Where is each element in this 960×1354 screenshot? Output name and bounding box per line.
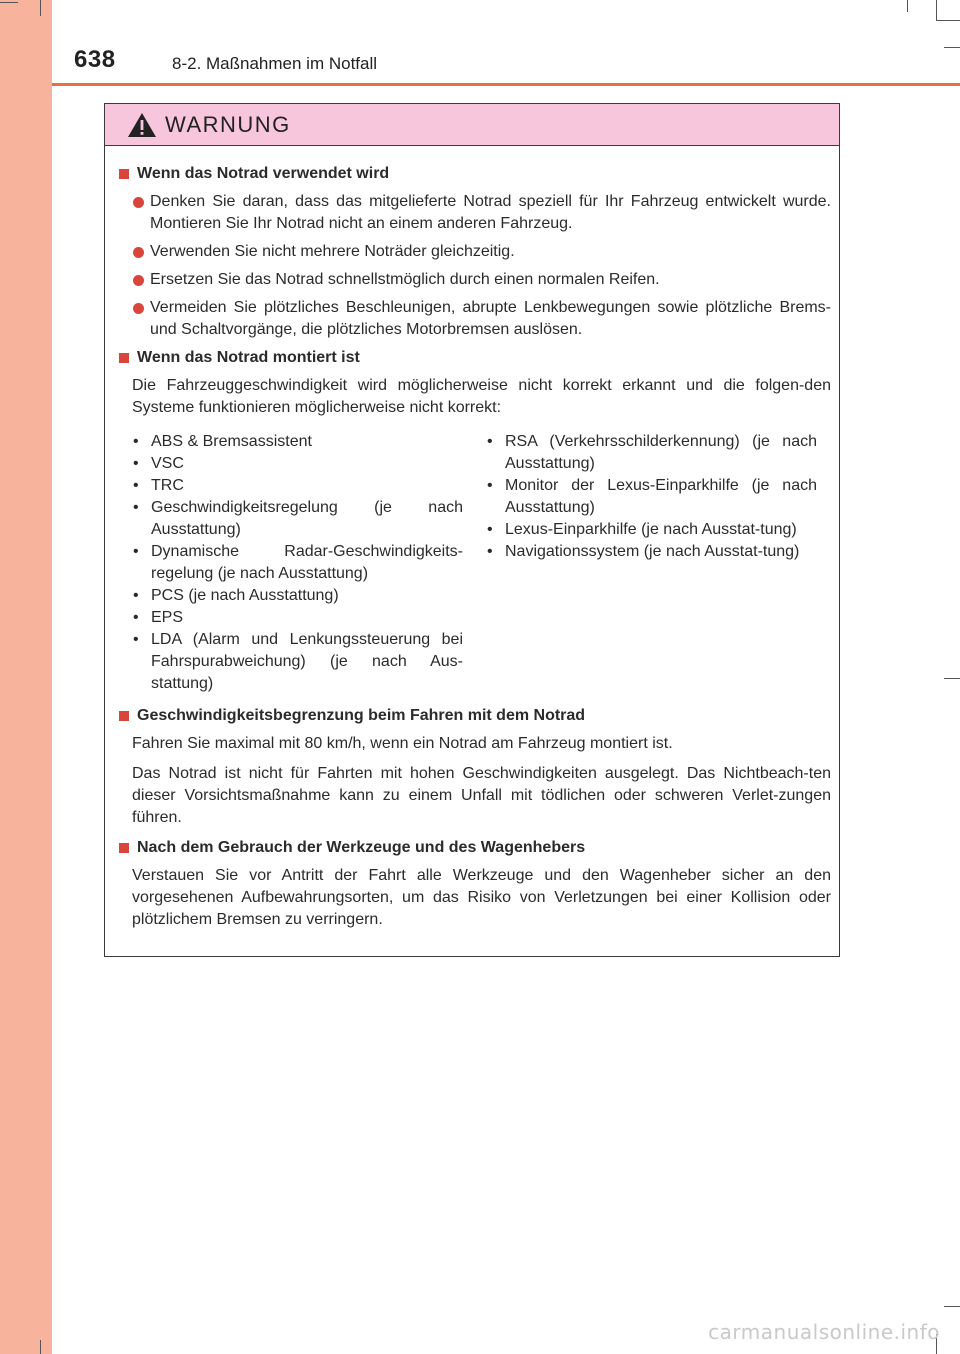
crop-mark [907, 0, 908, 12]
paragraph: Die Fahrzeuggeschwindigkeit wird möglicherweise nicht korrekt erkannt und die folgen-den Systeme funktionieren möglicherweise nicht korrekt: [132, 377, 831, 416]
round-bullet-icon [133, 247, 144, 258]
affected-systems-list [133, 431, 831, 695]
square-bullet-icon [119, 353, 129, 363]
crop-mark [40, 1340, 41, 1354]
paragraph: Fahren Sie maximal mit 80 km/h, wenn ein Notrad am Fahrzeug montiert ist. [132, 735, 673, 752]
square-bullet-icon [119, 711, 129, 721]
list-column-left [133, 431, 463, 695]
list-item: • Navigationssystem (je nach Ausstat-tung) [487, 543, 800, 560]
bullet-text: Verwenden Sie nicht mehrere Noträder gleichzeitig. [150, 243, 515, 260]
crop-mark [944, 678, 960, 679]
list-item: • RSA (Verkehrsschilderkennung) (je nach Ausstattung) [487, 433, 817, 472]
list-item: • EPS [133, 609, 184, 626]
paragraph: Verstauen Sie vor Antritt der Fahrt alle Werkzeuge und den Wagenheber sicher an den vorgesehenen Aufbewahrungsorten, um das Risiko von Verletzungen bei einer Kollision oder plötzlichem Bremsen zu verringern. [132, 867, 831, 928]
page-number: 638 [74, 46, 116, 73]
section-heading [119, 347, 831, 369]
list-item: • LDA (Alarm und Lenkungssteuerung bei Fahrspurabweichung) (je nach Aus-stattung) [133, 631, 463, 692]
section-title: 8-2. Maßnahmen im Notfall [172, 54, 378, 73]
bullet-text: Vermeiden Sie plötzliches Beschleunigen, abrupte Lenkbewegungen sowie plötzliche Brems- und Schaltvorgänge, die plötzliches Motorbremsen auslösen. [150, 299, 831, 338]
crop-mark [944, 1306, 960, 1307]
warning-triangle-icon [127, 112, 157, 138]
section-heading-text: Wenn das Notrad verwendet wird [137, 165, 390, 182]
list-item: • Monitor der Lexus-Einparkhilfe (je nach Ausstattung) [487, 477, 817, 516]
square-bullet-icon [119, 169, 129, 179]
bullet-text: Denken Sie daran, dass das mitgelieferte Notrad speziell für Ihr Fahrzeug entwickelt wurde. Montieren Sie Ihr Notrad nicht an einem anderen Fahrzeug. [150, 193, 831, 232]
header-rule [52, 83, 960, 86]
list-item: • Geschwindigkeitsregelung (je nach Ausstattung) [133, 499, 463, 538]
bullet-item [133, 241, 831, 263]
bullet-text: Ersetzen Sie das Notrad schnellstmöglich durch einen normalen Reifen. [150, 271, 660, 288]
bullet-item [133, 191, 831, 235]
warning-body [105, 146, 839, 931]
list-item: • VSC [133, 455, 184, 472]
square-bullet-icon [119, 843, 129, 853]
section-heading-text: Geschwindigkeitsbegrenzung beim Fahren mit dem Notrad [137, 707, 586, 724]
crop-mark [936, 0, 937, 20]
section-heading [119, 163, 831, 185]
round-bullet-icon [133, 303, 144, 314]
crop-mark [40, 0, 41, 16]
list-item: • Dynamische Radar-Geschwindigkeits-regelung (je nach Ausstattung) [133, 543, 463, 582]
list-item: • Lexus-Einparkhilfe (je nach Ausstat-tung) [487, 521, 797, 538]
warning-header [105, 104, 839, 146]
warning-box [104, 103, 840, 957]
list-item: • PCS (je nach Ausstattung) [133, 587, 339, 604]
round-bullet-icon [133, 197, 144, 208]
section-heading-text: Nach dem Gebrauch der Werkzeuge und des Wagenhebers [137, 839, 586, 856]
round-bullet-icon [133, 275, 144, 286]
bullet-item [133, 297, 831, 341]
watermark: carmanualsonline.info [708, 1320, 940, 1344]
warning-title: WARNUNG [165, 111, 291, 137]
crop-mark [0, 2, 18, 3]
crop-mark [936, 20, 960, 21]
section-heading [119, 705, 831, 727]
bullet-item [133, 269, 831, 291]
paragraph: Das Notrad ist nicht für Fahrten mit hohen Geschwindigkeiten ausgelegt. Das Nichtbeach-ten dieser Vorsichtsmaßnahme kann zu einem Unfall mit tödlichen oder schweren Verlet-zungen führen. [132, 765, 831, 826]
list-item: • TRC [133, 477, 184, 494]
side-color-band [0, 0, 52, 1354]
list-item: • ABS & Bremsassistent [133, 433, 312, 450]
crop-mark [944, 47, 960, 48]
list-column-right [487, 431, 817, 695]
section-heading-text: Wenn das Notrad montiert ist [137, 349, 360, 366]
section-heading [119, 837, 831, 859]
